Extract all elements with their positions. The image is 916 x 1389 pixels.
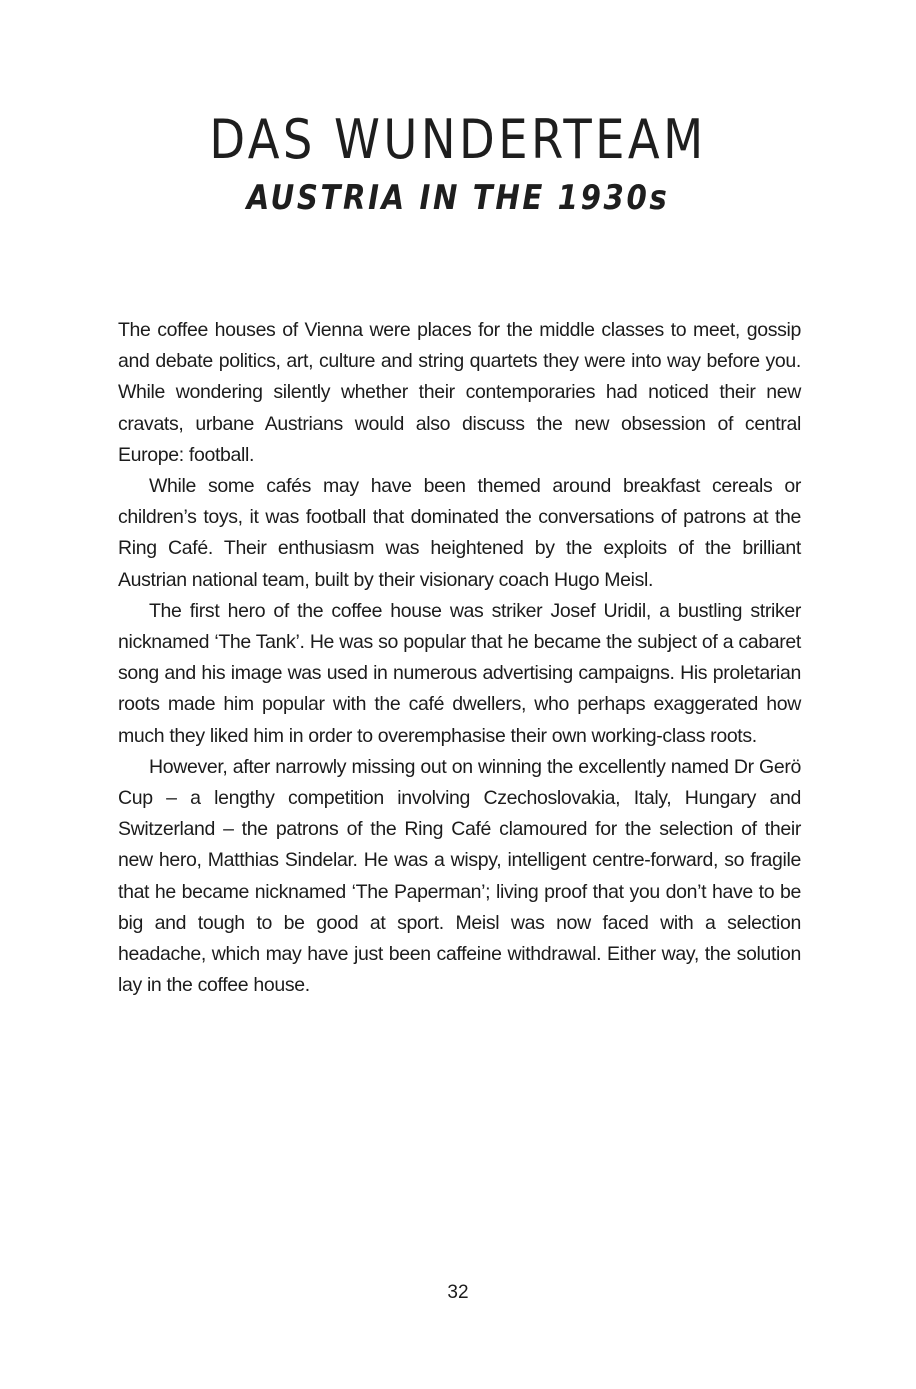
paragraph-2: While some cafés may have been themed around breakfast cereals or children’s toys, it was football that dominated the conversations of patrons at the Ring Café. Their enthusiasm was heightened by the exploits of the brilliant Austrian national team, built by their visionary coach Hugo Meisl.	[118, 475, 801, 591]
paragraph-3: The first hero of the coffee house was striker Josef Uridil, a bustling striker nicknamed ‘The Tank’. He was so popular that he became the subject of a cabaret song and his image was used in numerous advertising campaigns. His proletarian roots made him popular with the café dwellers, who perhaps exaggerated how much they liked him in order to overemphasise their own working-class roots.	[118, 599, 801, 747]
chapter-title: DAS WUNDERTEAM	[209, 108, 707, 171]
page-number: 32	[447, 1282, 469, 1303]
paragraph-1: The coffee houses of Vienna were places for the middle classes to meet, gossip and debate politics, art, culture and string quartets they were into way before you. While wondering silently whether their contemporaries had noticed their new cravats, urbane Austrians would also discuss the new obsession of central Europe: football.	[118, 319, 801, 466]
chapter-subtitle: AUSTRIA IN THE 1930s	[246, 178, 670, 218]
paragraph-4: However, after narrowly missing out on winning the excellently named Dr Gerö Cup – a lengthy competition involving Czechoslovakia, Italy, Hungary and Switzerland – the patrons of the Ring Café clamoured for the selection of their new hero, Matthias Sindelar. He was a wispy, intelligent centre-forward, so fragile that he became nicknamed ‘The Paperman’; living proof that you don’t have to be big and tough to be good at sport. Meisl was now faced with a selection headache, which may have just been caffeine withdrawal. Either way, the solution lay in the coffee house.	[118, 755, 801, 997]
chapter-body	[118, 315, 801, 1001]
